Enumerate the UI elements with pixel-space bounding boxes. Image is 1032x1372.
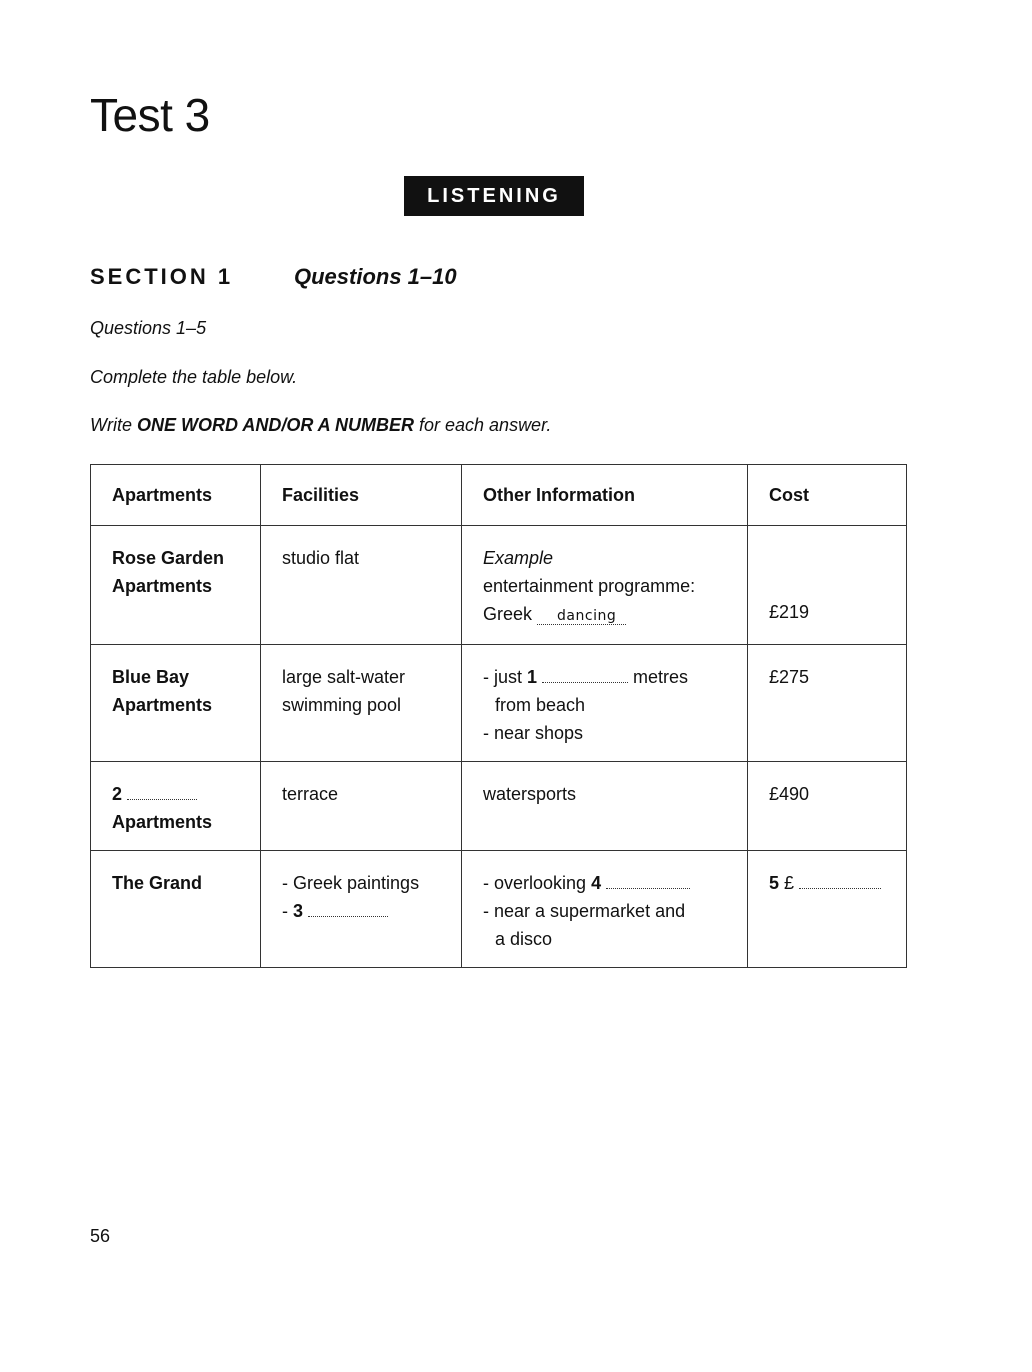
section-label: SECTION 1 (90, 264, 234, 289)
table-row (91, 526, 907, 645)
header-other-information: Other Information (462, 465, 748, 526)
header-apartments: Apartments (91, 465, 261, 526)
facility-cell: - Greek paintings - 3 (261, 851, 462, 968)
info-cell: Example entertainment programme: Greek dancing (462, 526, 748, 645)
answer-blank-1[interactable] (542, 668, 628, 683)
question-number: 2 (112, 784, 123, 804)
answer-blank-5[interactable] (799, 874, 881, 889)
cost-cell: 5 £ (748, 851, 907, 968)
answer-blank-2[interactable] (127, 785, 197, 800)
info-cell: - overlooking 4 - near a supermarket and a disco (462, 851, 748, 968)
instruction-write: Write ONE WORD AND/OR A NUMBER for each answer. (90, 415, 552, 435)
page-number: 56 (90, 1226, 111, 1246)
question-number: 3 (293, 901, 304, 921)
cost-cell: £490 (748, 762, 907, 851)
apartment-name: The Grand (91, 851, 261, 968)
listening-badge: LISTENING (404, 176, 584, 216)
question-number: 4 (591, 873, 602, 893)
table-header-row (91, 465, 907, 526)
table-row (91, 851, 907, 968)
apartment-name: Rose Garden Apartments (91, 526, 261, 645)
facility-cell: large salt-water swimming pool (261, 645, 462, 762)
cost-cell: £219 (748, 526, 907, 645)
apartment-name: Blue Bay Apartments (91, 645, 261, 762)
apartments-table (90, 464, 907, 968)
header-facilities: Facilities (261, 465, 462, 526)
instruction-complete: Complete the table below. (90, 367, 298, 387)
answer-blank-4[interactable] (606, 874, 690, 889)
section-heading (90, 264, 457, 290)
cost-cell: £275 (748, 645, 907, 762)
question-number: 1 (527, 667, 538, 687)
section-questions: Questions 1–10 (294, 264, 457, 289)
question-number: 5 (769, 873, 780, 893)
table-row (91, 645, 907, 762)
info-cell: watersports (462, 762, 748, 851)
example-answer: dancing (537, 608, 626, 625)
apartment-name: 2 Apartments (91, 762, 261, 851)
sub-questions: Questions 1–5 (90, 318, 207, 338)
info-cell: - just 1 metres from beach - near shops (462, 645, 748, 762)
facility-cell: terrace (261, 762, 462, 851)
answer-blank-3[interactable] (308, 902, 388, 917)
header-cost: Cost (748, 465, 907, 526)
example-label: Example (483, 548, 554, 568)
table-row (91, 762, 907, 851)
page-title: Test 3 (90, 89, 210, 141)
facility-cell: studio flat (261, 526, 462, 645)
